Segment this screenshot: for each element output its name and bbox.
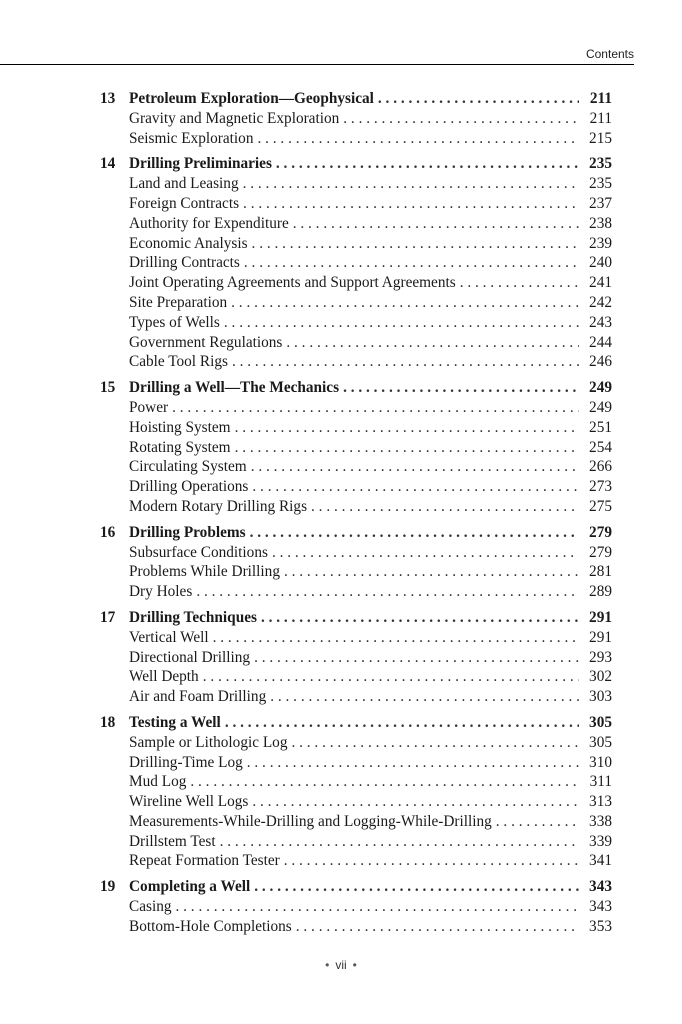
dot-leader	[250, 523, 579, 543]
section-title: Cable Tool Rigs	[129, 353, 228, 371]
chapter-title: Drilling Preliminaries	[129, 155, 272, 173]
chapter-entry[interactable]	[0, 523, 682, 543]
dot-leader	[176, 897, 580, 917]
chapter-page: 211	[589, 90, 612, 107]
section-page: 339	[589, 832, 612, 850]
chapter-page: 249	[589, 379, 612, 397]
section-entry[interactable]	[0, 832, 682, 852]
dot-leader	[343, 109, 579, 129]
section-page: 341	[589, 852, 612, 870]
chapter-block	[0, 713, 682, 871]
section-entry[interactable]	[0, 562, 682, 582]
chapter-block	[0, 608, 682, 707]
section-entry[interactable]	[0, 497, 682, 517]
dot-leader	[284, 562, 579, 582]
chapter-number: 16	[100, 523, 116, 541]
section-entry[interactable]	[0, 792, 682, 812]
dot-leader	[252, 477, 579, 497]
section-title: Circulating System	[129, 458, 247, 476]
section-title: Modern Rotary Drilling Rigs	[129, 497, 308, 515]
section-title: Bottom-Hole Completions	[129, 917, 292, 935]
section-page: 279	[589, 543, 612, 561]
section-entry[interactable]	[0, 543, 682, 563]
chapter-entry[interactable]	[0, 378, 682, 398]
section-entry[interactable]	[0, 234, 682, 254]
section-page: 238	[589, 214, 612, 232]
dot-leader	[343, 378, 579, 398]
section-title: Vertical Well	[129, 628, 209, 646]
section-title: Sample or Lithologic Log	[129, 733, 288, 751]
chapter-page: 279	[589, 523, 612, 541]
section-page: 281	[589, 563, 612, 581]
section-entry[interactable]	[0, 109, 682, 129]
bullet-glyph: •	[352, 958, 357, 972]
running-header: Contents	[585, 47, 634, 61]
chapter-entry[interactable]	[0, 713, 682, 733]
folio: vii	[335, 958, 347, 972]
section-page: 305	[589, 733, 612, 751]
dot-leader	[286, 333, 579, 353]
section-entry[interactable]	[0, 582, 682, 602]
section-title: Dry Holes	[129, 583, 193, 601]
section-entry[interactable]	[0, 772, 682, 792]
section-page: 311	[589, 773, 612, 791]
section-page: 242	[589, 293, 612, 311]
dot-leader	[252, 792, 579, 812]
chapter-page: 291	[589, 608, 612, 626]
section-title: Drilling-Time Log	[129, 753, 243, 771]
dot-leader	[311, 497, 579, 517]
dot-leader	[247, 753, 579, 773]
section-entry[interactable]	[0, 477, 682, 497]
chapter-entry[interactable]	[0, 154, 682, 174]
section-entry[interactable]	[0, 687, 682, 707]
section-entry[interactable]	[0, 253, 682, 273]
dot-leader	[257, 129, 579, 149]
section-entry[interactable]	[0, 352, 682, 372]
section-title: Economic Analysis	[129, 234, 248, 252]
dot-leader	[270, 687, 579, 707]
section-page: 215	[589, 129, 612, 147]
chapter-entry[interactable]	[0, 877, 682, 897]
section-entry[interactable]	[0, 457, 682, 477]
dot-leader	[225, 713, 579, 733]
section-title: Measurements-While-Drilling and Logging-While-Drilling	[129, 812, 492, 830]
section-entry[interactable]	[0, 293, 682, 313]
section-title: Rotating System	[129, 438, 231, 456]
section-page: 251	[589, 418, 612, 436]
chapter-number: 13	[100, 90, 116, 107]
section-entry[interactable]	[0, 194, 682, 214]
dot-leader	[251, 457, 579, 477]
section-page: 343	[589, 898, 612, 916]
section-title: Air and Foam Drilling	[129, 688, 267, 706]
section-title: Drilling Operations	[129, 478, 249, 496]
dot-leader	[254, 648, 579, 668]
section-title: Drillstem Test	[129, 832, 216, 850]
section-title: Foreign Contracts	[129, 194, 240, 212]
section-entry[interactable]	[0, 438, 682, 458]
chapter-page: 305	[589, 713, 612, 731]
section-title: Well Depth	[129, 668, 199, 686]
dot-leader	[296, 917, 579, 937]
section-entry[interactable]	[0, 812, 682, 832]
section-title: Types of Wells	[129, 313, 220, 331]
dot-leader	[190, 772, 579, 792]
section-title: Seismic Exploration	[129, 129, 254, 147]
section-entry[interactable]	[0, 214, 682, 234]
section-entry[interactable]	[0, 917, 682, 937]
section-entry[interactable]	[0, 418, 682, 438]
chapter-number: 18	[100, 713, 116, 731]
chapter-title: Petroleum Exploration—Geophysical	[129, 90, 374, 107]
section-page: 211	[589, 109, 612, 127]
chapter-title: Drilling Techniques	[129, 608, 257, 626]
section-title: Directional Drilling	[129, 648, 251, 666]
dot-leader	[291, 733, 579, 753]
dot-leader	[272, 543, 579, 563]
section-entry[interactable]	[0, 273, 682, 293]
dot-leader	[293, 214, 579, 234]
section-page: 243	[589, 313, 612, 331]
section-page: 338	[589, 812, 612, 830]
chapter-block	[0, 877, 682, 936]
page-footer	[0, 958, 682, 972]
section-title: Site Preparation	[129, 293, 228, 311]
chapter-number: 17	[100, 608, 116, 626]
chapter-block	[0, 523, 682, 602]
dot-leader	[261, 608, 579, 628]
chapter-entry[interactable]	[0, 608, 682, 628]
header-rule	[0, 64, 634, 65]
dot-leader	[252, 234, 579, 254]
chapter-number: 19	[100, 878, 116, 896]
section-page: 302	[589, 668, 612, 686]
dot-leader	[243, 174, 579, 194]
section-entry[interactable]	[0, 174, 682, 194]
dot-leader	[224, 313, 579, 333]
section-page: 254	[589, 438, 612, 456]
section-page: 273	[589, 478, 612, 496]
dot-leader	[235, 418, 579, 438]
section-entry[interactable]	[0, 851, 682, 871]
chapter-number: 14	[100, 155, 116, 173]
section-page: 291	[589, 628, 612, 646]
dot-leader	[232, 352, 579, 372]
section-page: 289	[589, 583, 612, 601]
section-title: Gravity and Magnetic Exploration	[129, 109, 340, 127]
section-page: 235	[589, 175, 612, 193]
chapter-title: Drilling Problems	[129, 523, 246, 541]
section-entry[interactable]	[0, 753, 682, 773]
section-page: 275	[589, 497, 612, 515]
section-page: 293	[589, 648, 612, 666]
section-title: Problems While Drilling	[129, 563, 280, 581]
section-page: 240	[589, 254, 612, 272]
dot-leader	[220, 832, 579, 852]
section-title: Drilling Contracts	[129, 254, 240, 272]
section-page: 303	[589, 688, 612, 706]
bullet-glyph: •	[325, 958, 330, 972]
dot-leader	[284, 851, 579, 871]
dot-leader	[213, 628, 579, 648]
dot-leader	[196, 582, 579, 602]
dot-leader	[460, 273, 579, 293]
chapter-number: 15	[100, 379, 116, 397]
dot-leader	[235, 438, 579, 458]
dot-leader	[276, 154, 579, 174]
section-entry[interactable]	[0, 733, 682, 753]
dot-leader	[172, 398, 579, 418]
chapter-page: 343	[589, 878, 612, 896]
section-entry[interactable]	[0, 313, 682, 333]
section-entry[interactable]	[0, 648, 682, 668]
section-entry[interactable]	[0, 333, 682, 353]
dot-leader	[378, 89, 579, 109]
section-entry[interactable]	[0, 628, 682, 648]
dot-leader	[203, 667, 579, 687]
section-page: 313	[589, 793, 612, 811]
section-title: Wireline Well Logs	[129, 793, 249, 811]
chapter-page: 235	[589, 155, 612, 173]
section-page: 249	[589, 398, 612, 416]
chapter-block	[0, 89, 682, 148]
chapter-title: Testing a Well	[129, 713, 221, 731]
dot-leader	[231, 293, 579, 313]
dot-leader	[496, 812, 579, 832]
chapter-entry[interactable]	[0, 89, 682, 109]
dot-leader	[244, 253, 579, 273]
section-title: Subsurface Conditions	[129, 543, 268, 561]
dot-leader	[243, 194, 579, 214]
section-page: 244	[589, 333, 612, 351]
section-page: 353	[589, 917, 612, 935]
section-entry[interactable]	[0, 398, 682, 418]
chapter-block	[0, 154, 682, 372]
section-page: 239	[589, 234, 612, 252]
section-title: Government Regulations	[129, 333, 283, 351]
chapter-block	[0, 378, 682, 517]
section-title: Casing	[129, 898, 172, 916]
section-page: 310	[589, 753, 612, 771]
chapter-title: Completing a Well	[129, 878, 251, 896]
section-page: 246	[589, 353, 612, 371]
section-title: Authority for Expenditure	[129, 214, 289, 232]
section-title: Joint Operating Agreements and Support Agreements	[129, 274, 456, 292]
section-title: Land and Leasing	[129, 175, 239, 193]
chapter-title: Drilling a Well—The Mechanics	[129, 379, 340, 397]
section-page: 237	[589, 194, 612, 212]
section-page: 266	[589, 458, 612, 476]
section-title: Mud Log	[129, 773, 187, 791]
section-title: Power	[129, 398, 169, 416]
section-title: Repeat Formation Tester	[129, 852, 280, 870]
section-entry[interactable]	[0, 667, 682, 687]
table-of-contents	[0, 89, 682, 943]
section-entry[interactable]	[0, 897, 682, 917]
section-page: 241	[589, 274, 612, 292]
section-title: Hoisting System	[129, 418, 231, 436]
section-entry[interactable]	[0, 129, 682, 149]
dot-leader	[254, 877, 579, 897]
